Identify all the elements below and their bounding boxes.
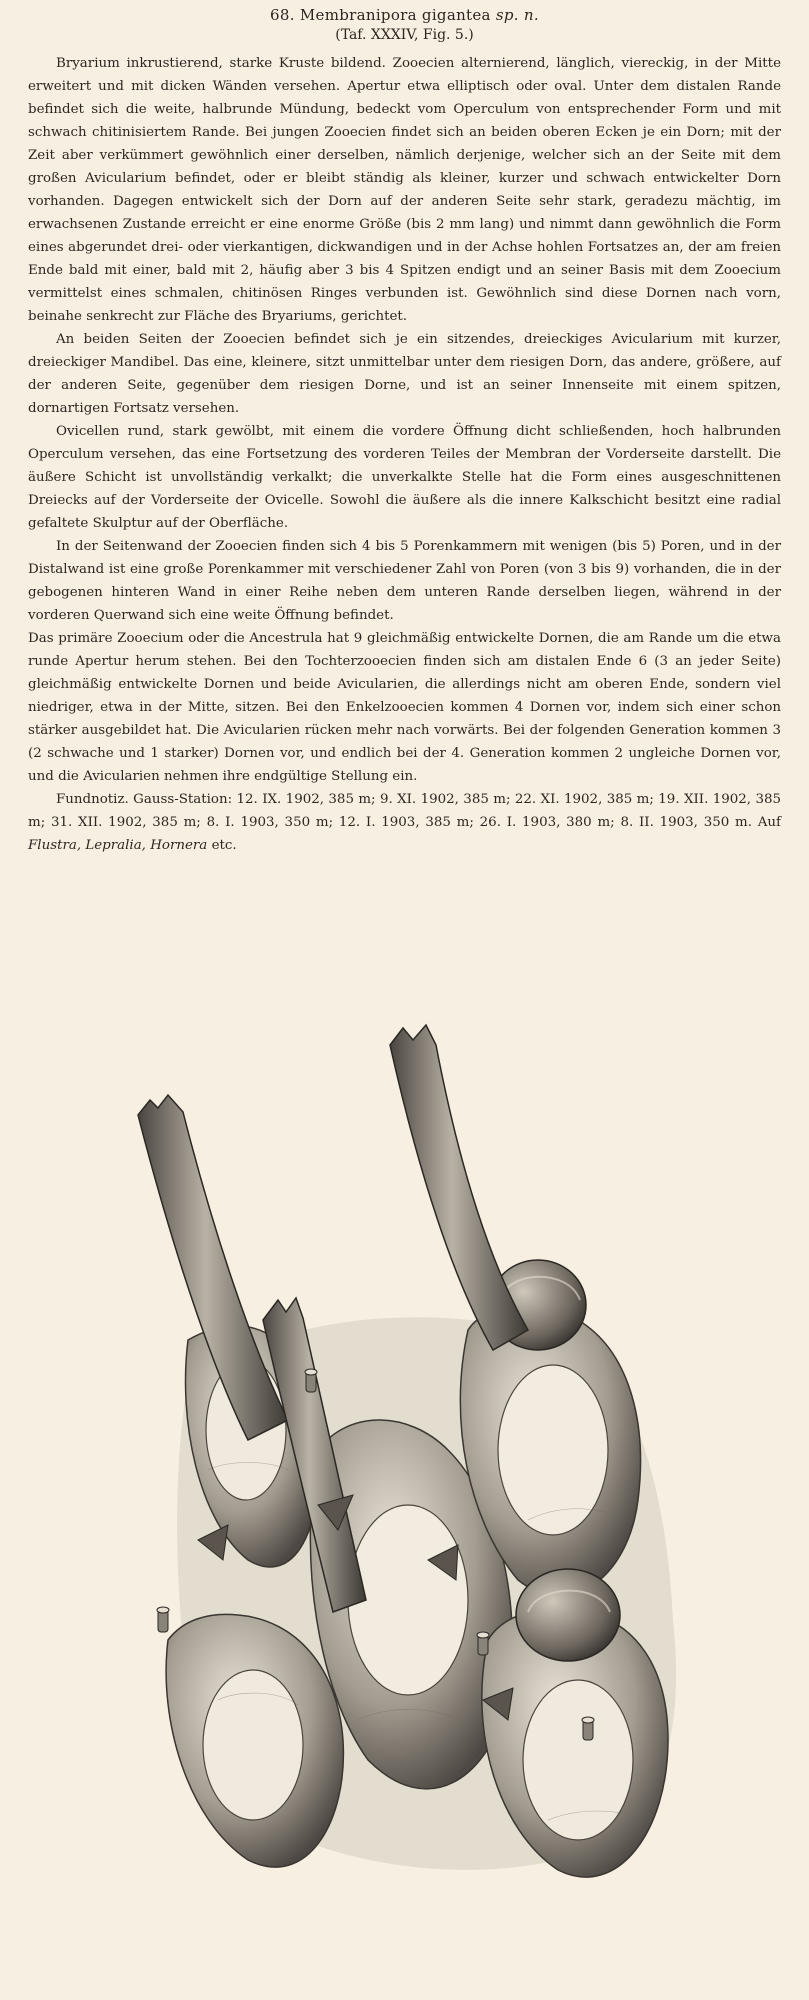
paragraph-avicularium: An beiden Seiten der Zooecien befindet sich je ein sitzendes, dreieckiges Avicularium mit kurzer, dreieckiger Mandibel. Das eine, kleinere, sitzt unmittelbar unter dem riesigen Dorn, das andere, größere, auf der anderen Seite, gegenüber dem riesigen Dorne, und ist an seiner Innenseite mit einem spitzen, dornartigen Fortsatz versehen.: [28, 332, 781, 416]
paragraph-porenkammern: In der Seitenwand der Zooecien finden sich 4 bis 5 Porenkammern mit wenigen (bis 5) Poren, und in der Distalwand ist eine große Porenkammer mit verschiedener Zahl von Poren (von 3 bis 9) vorhanden, die in der gebogenen hinteren Wand in einer Reihe neben dem unteren Rande derselben liegen, während in der vorderen Querwand sich eine weite Öffnung befindet.: [28, 539, 781, 623]
genus-flustra: Flustra,: [28, 838, 82, 853]
small-spine-2: [157, 1607, 169, 1632]
specimen-illustration: [128, 1000, 728, 1900]
section-header: [0, 0, 809, 43]
species-title: [0, 6, 809, 24]
title-genus-species: Membranipora gigantea: [299, 6, 491, 24]
paragraph-ancestrula: Das primäre Zooecium oder die Ancestrula hat 9 gleichmäßig entwickelte Dornen, die am Rande um die etwa runde Apertur herum stehen. Bei den Tochterzooecien finden sich am distalen Ende 6 (3 an jeder Seite) gleichmäßig entwickelte Dornen und beide Avicularien, die allerdings nicht am oberen Ende, sondern viel niedriger, etwa in der Mitte, sitzen. Bei den Enkelzooecien kommen 4 Dornen vor, indem sich einer schon stärker ausgebildet hat. Die Avicularien rücken mehr nach vorwärts. Bei der folgenden Generation kommen 3 (2 schwache und 1 starker) Dornen vor, und endlich bei der 4. Generation kommen 2 ungleiche Dornen vor, und die Avicularien nehmen ihre endgültige Stellung ein.: [28, 631, 781, 784]
title-number: 68.: [270, 6, 295, 24]
small-spine-3: [477, 1632, 489, 1655]
plate-reference: (Taf. XXXIV, Fig. 5.): [335, 27, 474, 43]
paragraph-fundnotiz: [28, 788, 781, 857]
small-spine-1: [305, 1369, 317, 1392]
genus-lepralia: Lepralia,: [85, 838, 146, 853]
fundnotiz-text: Fundnotiz. Gauss-Station: 12. IX. 1902, 385 m; 9. XI. 1902, 385 m; 22. XI. 1902, 385 m; 19. XII. 1902, 385 m; 31. XII. 1902, 385 m; 8. I. 1903, 350 m; 12. I. 1903, 385 m; 26. I. 1903, 380 m; 8. II. 1903, 350 m. Auf: [28, 792, 781, 830]
title-suffix: sp. n.: [495, 6, 539, 24]
giant-spine-right: [390, 1025, 528, 1350]
paragraph-ovicellen: Ovicellen rund, stark gewölbt, mit einem die vordere Öffnung dicht schließenden, hoch halbrunden Operculum versehen, das eine Fortsetzung des vorderen Teiles der Membran der Vorderseite darstellt. Die äußere Schicht ist unvollständig verkalkt; die unverkalkte Stelle hat die Form eines ausgeschnittenen Dreiecks auf der Vorderseite der Ovicelle. Sowohl die äußere als die innere Kalkschicht besitzt eine radial gefaltete Skulptur auf der Oberfläche.: [28, 424, 781, 531]
paragraph-bryarium: Bryarium inkrustierend, starke Kruste bildend. Zooecien alternierend, länglich, viereckig, in der Mitte erweitert und mit dicken Wänden versehen. Apertur etwa elliptisch oder oval. Unter dem distalen Rande befindet sich die weite, halbrunde Mündung, bedeckt vom Operculum von entsprechender Form und mit schwach chitinisiertem Rande. Bei jungen Zooecien findet sich an beiden oberen Ecken je ein Dorn; mit der Zeit aber verkümmert gewöhnlich einer derselben, nämlich derjenige, welcher sich an der Seite mit dem großen Avicularium befindet, oder er bleibt ständig als kleiner, kurzer und schwach entwickelter Dorn vorhanden. Dagegen entwickelt sich der Dorn auf der anderen Seite sehr stark, geradezu mächtig, im erwachsenen Zustande erreicht er eine enorme Größe (bis 2 mm lang) und nimmt dann gewöhnlich die Form eines abgerundet drei- oder vierkantigen, dickwandigen und in der Achse hohlen Fortsatzes an, der am freien Ende bald mit einer, bald mit 2, häufig aber 3 bis 4 Spitzen endigt und an seiner Basis mit dem Zooecium vermittelst eines schmalen, chitinösen Ringes verbunden ist. Gewöhnlich sind diese Dornen nach vorn, beinahe senkrecht zur Fläche des Bryariums, gerichtet.: [28, 56, 781, 324]
ovicell-lower: [516, 1569, 620, 1661]
fundnotiz-tail: etc.: [211, 838, 237, 853]
small-spine-4: [582, 1717, 594, 1740]
description-body: [28, 52, 781, 857]
genus-hornera: Hornera: [150, 838, 208, 853]
